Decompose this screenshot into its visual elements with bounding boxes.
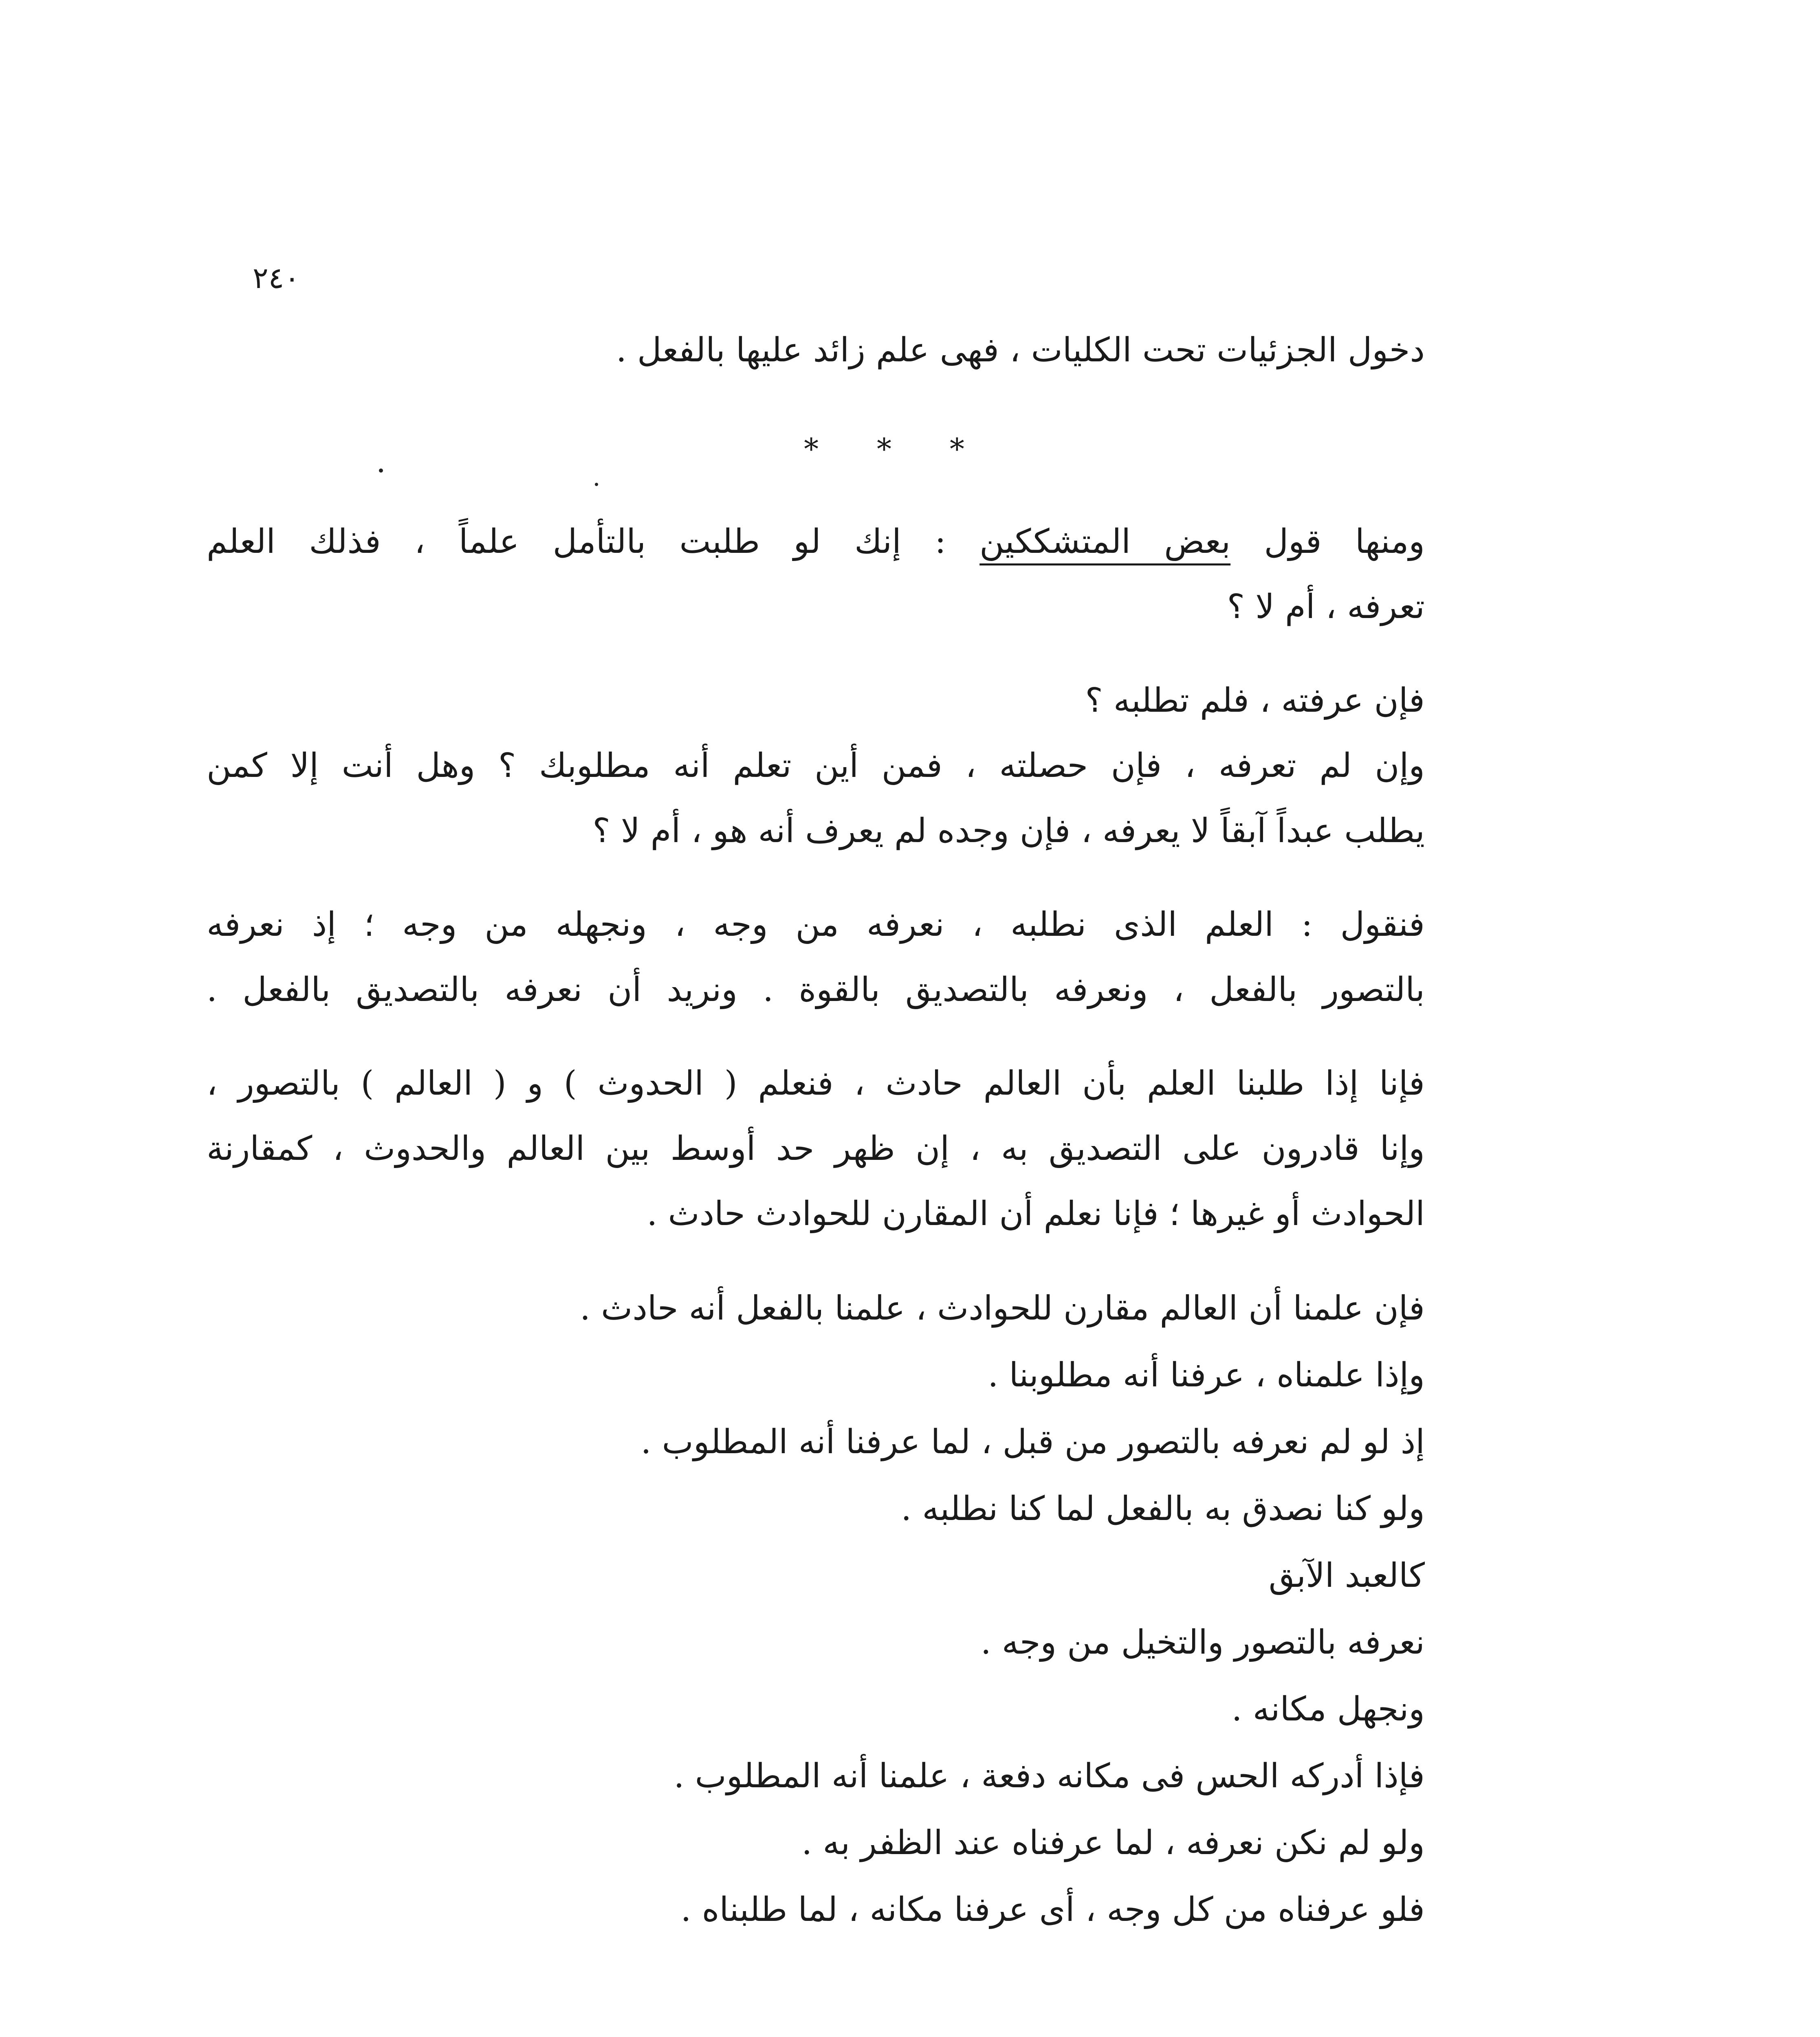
objection-paragraph bbox=[207, 509, 1425, 640]
list-item: نعرفه بالتصور والتخيل من وجه . bbox=[980, 1623, 1425, 1662]
objection-question-2 bbox=[207, 733, 1425, 864]
reply-p1-line-2: بالتصور بالفعل ، ونعرفه بالتصديق بالقوة . ونريد أن نعرفه بالتصديق بالفعل . bbox=[207, 970, 1425, 1009]
reply-p2-line-1: فإنا إذا طلبنا العلم بأن العالم حادث ، فنعلم ( الحدوث ) و ( العالم ) بالتصور ، bbox=[207, 1064, 1425, 1103]
top-line-block bbox=[243, 318, 1425, 383]
objection-line-2: تعرفه ، أم لا ؟ bbox=[1227, 587, 1425, 626]
objection-lead-before: ومنها قول bbox=[1230, 522, 1425, 561]
list-item: إذ لو لم نعرفه بالتصور من قبل ، لما عرفنا أنه المطلوب . bbox=[640, 1423, 1425, 1461]
list-item: فإن علمنا أن العالم مقارن للحوادث ، علمنا بالفعل أنه حادث . bbox=[580, 1289, 1425, 1328]
objection-lead-underlined: بعض المتشككين bbox=[979, 522, 1231, 561]
list-item: ولو كنا نصدق به بالفعل لما كنا نطلبه . bbox=[901, 1489, 1425, 1528]
reply-p2-line-3: الحوادث أو غيرها ؛ فإنا نعلم أن المقارن للحوادث حادث . bbox=[647, 1194, 1425, 1233]
list-item: ولو لم نكن نعرفه ، لما عرفناه عند الظفر به . bbox=[801, 1824, 1425, 1862]
scan-speck bbox=[379, 469, 383, 473]
objection-question-1 bbox=[207, 668, 1425, 733]
section-separator: * * * bbox=[804, 432, 989, 466]
page-number: ٢٤٠ bbox=[253, 261, 300, 295]
list-item: فلو عرفناه من كل وجه ، أى عرفنا مكانه ، لما طلبناه . bbox=[680, 1890, 1425, 1929]
objection-p2: فإن عرفته ، فلم تطلبه ؟ bbox=[1085, 681, 1425, 720]
objection-lead-after: : إنك لو طلبت بالتأمل علماً ، فذلك العلم bbox=[207, 522, 980, 561]
reply-paragraph-1 bbox=[207, 892, 1425, 1023]
list-item: وإذا علمناه ، عرفنا أنه مطلوبنا . bbox=[988, 1356, 1425, 1395]
reply-p1-line-1: فنقول : العلم الذى نطلبه ، نعرفه من وجه ، ونجهله من وجه ؛ إذ نعرفه bbox=[207, 905, 1425, 944]
list-item: فإذا أدركه الحس فى مكانه دفعة ، علمنا أنه المطلوب . bbox=[673, 1757, 1425, 1795]
objection-line-1 bbox=[207, 509, 1425, 574]
argument-list bbox=[365, 1275, 1425, 1943]
objection-p3-line-1: وإن لم تعرفه ، فإن حصلته ، فمن أين تعلم أنه مطلوبك ؟ وهل أنت إلا كمن bbox=[207, 746, 1425, 785]
list-item: ونجهل مكانه . bbox=[1231, 1690, 1425, 1729]
reply-p2-line-2: وإنا قادرون على التصديق به ، إن ظهر حد أوسط بين العالم والحدوث ، كمقارنة bbox=[207, 1129, 1425, 1168]
objection-p3-line-2: يطلب عبداً آبقاً لا يعرفه ، فإن وجده لم يعرف أنه هو ، أم لا ؟ bbox=[592, 812, 1425, 850]
top-line: دخول الجزئيات تحت الكليات ، فهى علم زائد عليها بالفعل . bbox=[616, 331, 1425, 370]
list-item: كالعبد الآبق bbox=[1268, 1556, 1425, 1595]
reply-paragraph-2 bbox=[207, 1051, 1425, 1247]
scan-speck bbox=[595, 483, 598, 486]
